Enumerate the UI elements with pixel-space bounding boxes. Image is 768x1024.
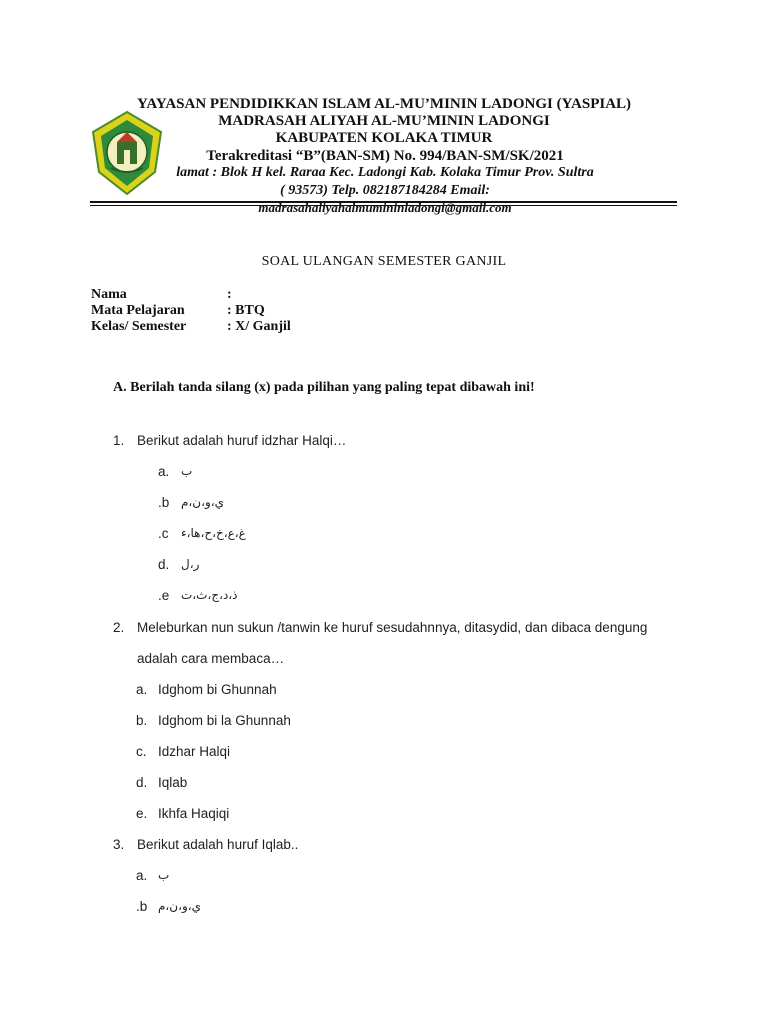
info-value: : BTQ (227, 303, 265, 318)
info-label: Nama (91, 287, 127, 302)
page-title: SOAL ULANGAN SEMESTER GANJIL (261, 254, 507, 269)
question-text: Berikut adalah huruf idzhar Halqi… (137, 433, 347, 448)
header-school-name: MADRASAH ALIYAH AL-MU’MININ LADONGI (218, 113, 550, 129)
option-text: Idghom bi Ghunnah (158, 682, 277, 697)
question-text: Berikut adalah huruf Iqlab.. (137, 837, 299, 852)
header-foundation-name: YAYASAN PENDIDIKKAN ISLAM AL-MU’MININ LADONGI (YASPIAL) (136, 96, 632, 112)
option-text: ي،و،ن،م (158, 899, 202, 913)
option-letter: a. (136, 682, 148, 697)
option-text: ر،ل (181, 557, 200, 571)
option-letter: a. (158, 464, 170, 479)
info-value: : X/ Ganjil (227, 319, 291, 334)
option-letter: d. (158, 557, 170, 572)
info-label: Mata Pelajaran (91, 303, 185, 318)
option-text: Idghom bi la Ghunnah (158, 713, 291, 728)
option-text: ذ،د،ج،ث،ت (181, 588, 238, 602)
option-letter: .b (158, 495, 170, 510)
info-value: : (227, 287, 232, 302)
option-text: ي،و،ن،م (181, 495, 225, 509)
section-instruction: A. Berilah tanda silang (x) pada pilihan yang paling tepat dibawah ini! (113, 380, 535, 395)
option-text: Iqlab (158, 775, 188, 790)
option-text: ب (181, 464, 193, 478)
info-row-name (91, 287, 291, 303)
option-text: Idzhar Halqi (158, 744, 231, 759)
question-text-continued: adalah cara membaca… (137, 651, 285, 666)
option-text: Ikhfa Haqiqi (158, 806, 230, 821)
option-letter: .b (136, 899, 148, 914)
option-letter: d. (136, 775, 148, 790)
option-letter: .c (158, 526, 169, 541)
option-letter: c. (136, 744, 147, 759)
option-letter: a. (136, 868, 148, 883)
question-text: Meleburkan nun sukun /tanwin ke huruf sesudahnnya, ditasydid, dan dibaca dengung (137, 620, 648, 635)
question-number: 3. (113, 837, 125, 852)
question-number: 2. (113, 620, 125, 635)
info-row-class (91, 319, 291, 335)
option-text: ب (158, 868, 170, 882)
option-letter: e. (136, 806, 148, 821)
header-regency: KABUPATEN KOLAKA TIMUR (275, 130, 493, 146)
header-address: lamat : Blok H kel. Raraa Kec. Ladongi Kab. Kolaka Timur Prov. Sultra (176, 165, 594, 180)
option-letter: .e (158, 588, 170, 603)
header-accreditation: Terakreditasi “B”(BAN-SM) No. 994/BAN-SM/SK/2021 (206, 148, 564, 164)
info-row-subject (91, 303, 291, 319)
option-text: غ،ع،خ،ح،ها،ء (181, 526, 246, 540)
student-info (91, 287, 291, 335)
header-email-address: madrasahaliyahalmumininladongi@gmail.com (258, 200, 512, 215)
header-phone-email: ( 93573) Telp. 082187184284 Email: (280, 183, 490, 198)
info-label: Kelas/ Semester (91, 319, 187, 334)
question-number: 1. (113, 433, 125, 448)
option-letter: b. (136, 713, 148, 728)
